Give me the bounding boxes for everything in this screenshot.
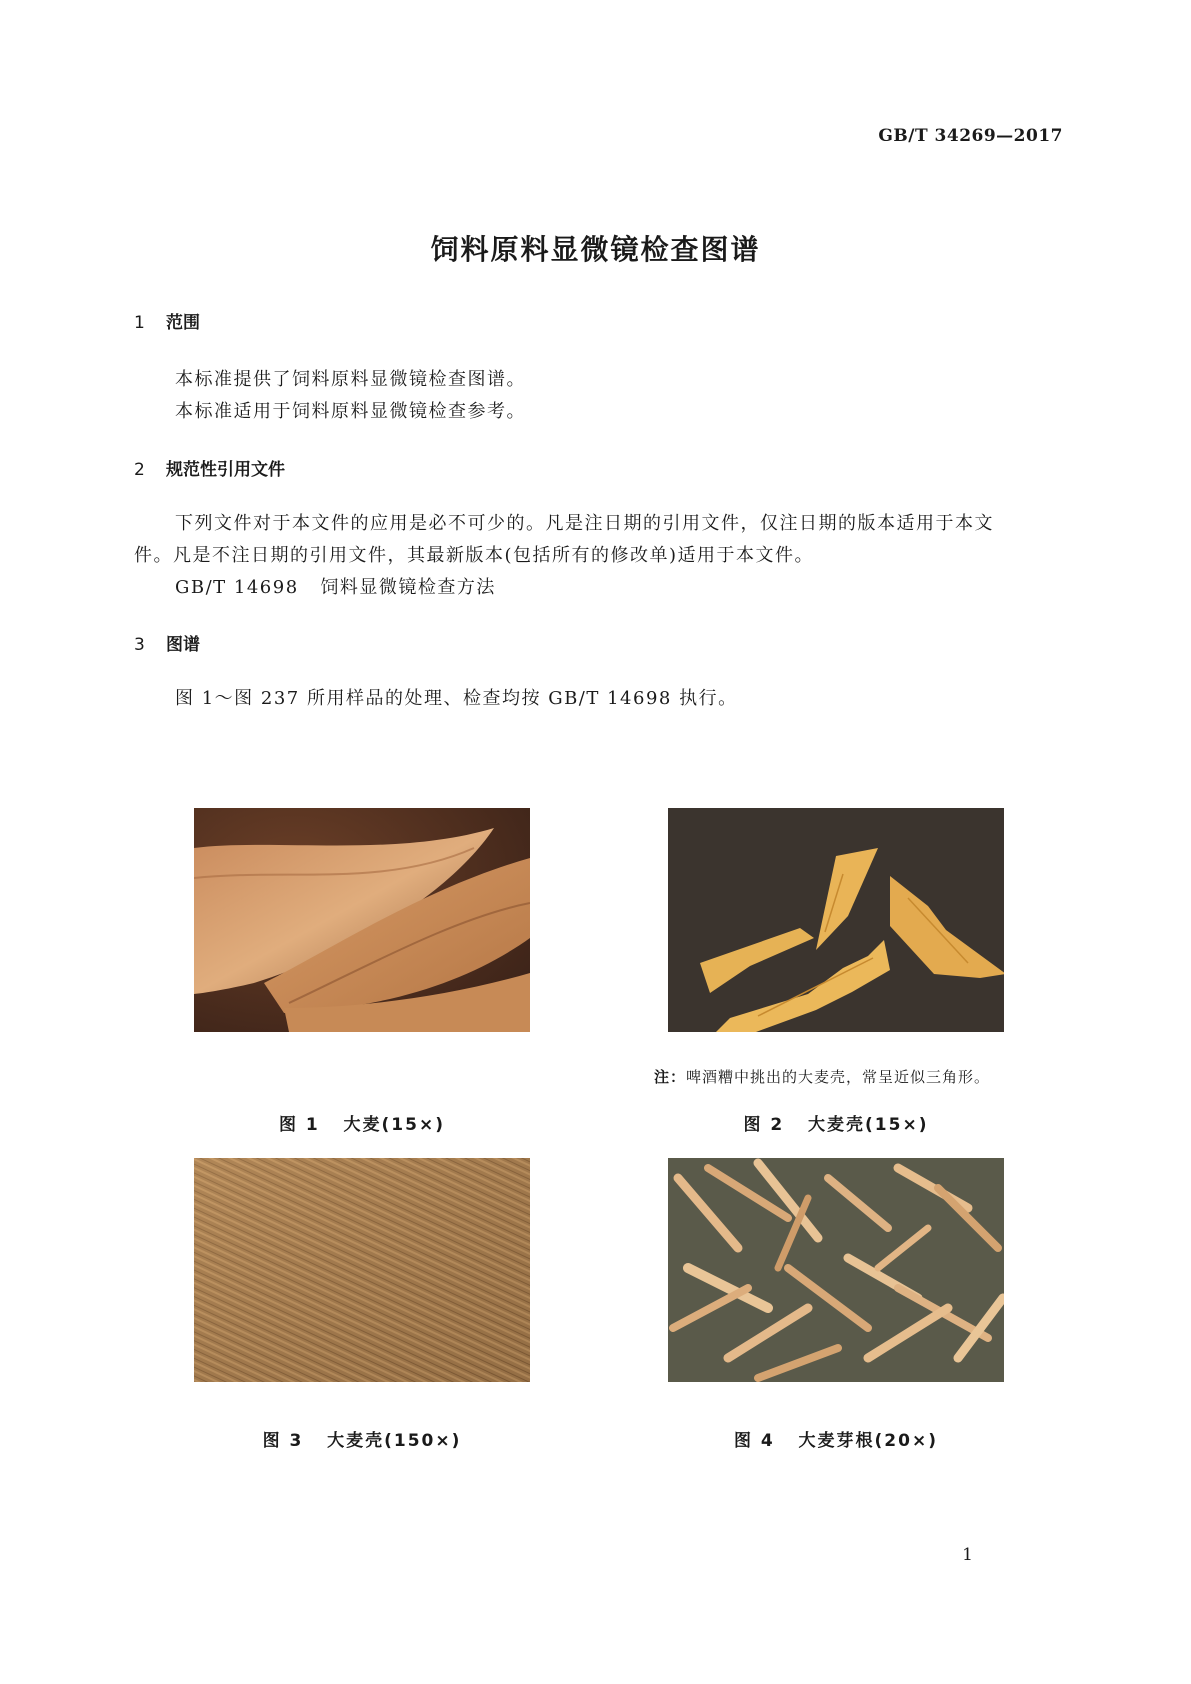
paragraph: 本标准适用于饲料原料显微镜检查参考。	[175, 401, 526, 422]
section-3-body	[134, 683, 1064, 715]
figure-label: 图 2	[743, 1115, 785, 1135]
page-number: 1	[962, 1545, 973, 1565]
figure-caption-text: 大麦壳(15×)	[808, 1115, 929, 1135]
document-title: 饲料原料显微镜检查图谱	[430, 233, 761, 266]
figure-label: 图 4	[734, 1431, 775, 1451]
figure-2-note	[654, 1066, 990, 1087]
paragraph: 图 1～图 237 所用样品的处理、检查均按 GB/T 14698 执行。	[175, 688, 738, 709]
figure-4-photo	[668, 1158, 1004, 1382]
figure-label: 图 1	[279, 1115, 320, 1135]
figure-2-photo	[668, 808, 1004, 1032]
normative-reference	[134, 572, 1064, 604]
figure-label: 图 3	[262, 1431, 304, 1451]
standard-number: GB/T 34269—2017	[878, 126, 1063, 146]
section-title: 范围	[166, 313, 200, 333]
section-3-heading	[134, 630, 200, 655]
section-1-heading	[134, 308, 200, 333]
section-title: 图谱	[166, 635, 200, 655]
note-label: 注：	[654, 1068, 687, 1086]
figure-4-caption	[668, 1426, 1004, 1451]
paragraph: 下列文件对于本文件的应用是必不可少的。凡是注日期的引用文件，仅注日期的版本适用于本文	[175, 513, 994, 534]
note-text: 啤酒糟中挑出的大麦壳，常呈近似三角形。	[686, 1068, 991, 1086]
figure-1-photo	[194, 808, 530, 1032]
figure-caption-text: 大麦芽根(20×)	[798, 1431, 938, 1451]
reference-code: GB/T 14698	[175, 577, 299, 598]
section-number: 1	[134, 313, 145, 333]
figure-2-caption	[668, 1110, 1004, 1135]
figure-3-caption	[194, 1426, 530, 1451]
paragraph: 本标准提供了饲料原料显微镜检查图谱。	[175, 369, 526, 390]
figure-caption-text: 大麦壳(150×)	[327, 1431, 462, 1451]
section-2-body	[134, 508, 1064, 604]
section-title: 规范性引用文件	[166, 460, 285, 480]
paragraph-continuation: 件。凡是不注日期的引用文件，其最新版本(包括所有的修改单)适用于本文件。	[134, 545, 815, 566]
figure-3-photo	[194, 1158, 530, 1382]
figure-caption-text: 大麦(15×)	[343, 1115, 445, 1135]
section-1-body	[134, 364, 1064, 428]
section-number: 2	[134, 460, 145, 480]
section-2-heading	[134, 455, 285, 480]
section-number: 3	[134, 635, 145, 655]
reference-title: 饲料显微镜检查方法	[320, 577, 496, 598]
figure-1-caption	[194, 1110, 530, 1135]
